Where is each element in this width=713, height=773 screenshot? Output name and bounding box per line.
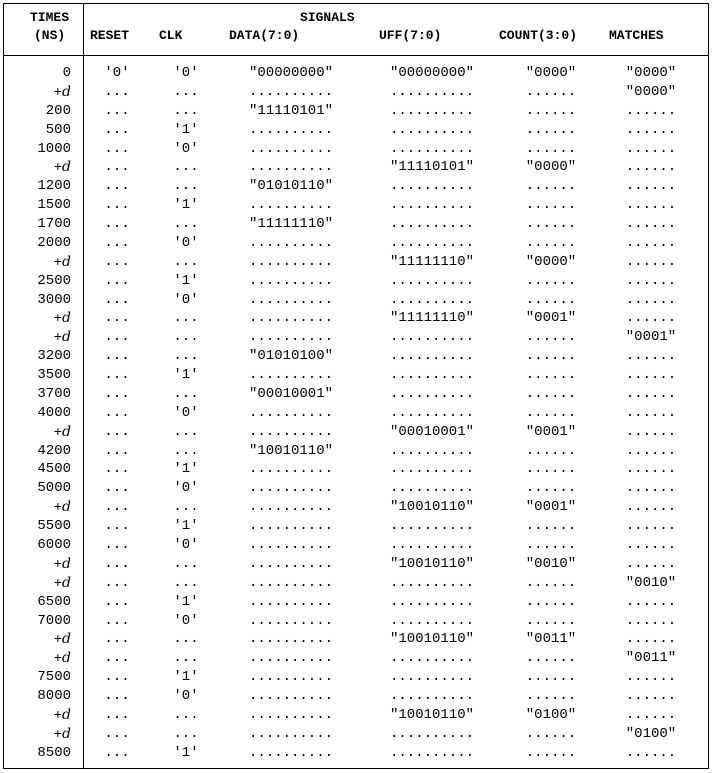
- reset-value: ...: [104, 310, 130, 327]
- data-value: ..........: [248, 650, 333, 667]
- data-value: "00000000": [248, 65, 333, 81]
- reset-value: ...: [104, 197, 130, 214]
- uff-value: ..........: [389, 83, 474, 100]
- reset-value: ...: [104, 574, 130, 591]
- uff-value: ..........: [389, 329, 474, 346]
- time-value: 4200: [37, 442, 71, 459]
- matches-value: ......: [625, 631, 677, 648]
- time-value: 7000: [37, 612, 71, 629]
- clk-value: '0': [173, 537, 199, 553]
- count-value: "0001": [525, 310, 577, 327]
- count-value: ......: [525, 291, 577, 308]
- reset-value: '0': [104, 65, 130, 81]
- reset-value: ...: [104, 744, 130, 761]
- count-value: ......: [525, 442, 577, 459]
- count-value: "0001": [525, 499, 577, 516]
- reset-value: ...: [104, 593, 130, 610]
- uff-value: "10010110": [389, 499, 474, 516]
- time-value: +d: [53, 310, 71, 328]
- reset-value: ...: [104, 404, 130, 421]
- time-value: +d: [53, 253, 71, 271]
- matches-value: ......: [625, 612, 677, 629]
- matches-value: ......: [625, 688, 677, 705]
- uff-value: ..........: [389, 442, 474, 459]
- data-value: ..........: [248, 461, 333, 478]
- time-value: 2000: [37, 234, 71, 251]
- clk-value: ...: [173, 423, 199, 440]
- uff-value: ..........: [389, 461, 474, 478]
- time-value: 8000: [37, 688, 71, 705]
- uff-value: "00000000": [389, 65, 474, 81]
- matches-value: "0010": [625, 574, 677, 591]
- data-value: ..........: [248, 706, 333, 723]
- time-value: +d: [53, 555, 71, 573]
- matches-value: ......: [625, 480, 677, 497]
- data-value: ..........: [248, 725, 333, 742]
- clk-value: '1': [173, 461, 199, 478]
- clk-value: ...: [173, 725, 199, 742]
- uff-value: ..........: [389, 178, 474, 195]
- uff-value: "10010110": [389, 555, 474, 572]
- uff-value: ..........: [389, 725, 474, 742]
- uff-value: ..........: [389, 102, 474, 119]
- clk-value: '1': [173, 518, 199, 535]
- reset-value: ...: [104, 555, 130, 572]
- reset-value: ...: [104, 329, 130, 346]
- count-value: ......: [525, 688, 577, 705]
- clk-value: ...: [173, 253, 199, 270]
- count-value: ......: [525, 348, 577, 365]
- time-value: +d: [53, 159, 71, 177]
- data-value: ..........: [248, 593, 333, 610]
- reset-value: ...: [104, 442, 130, 459]
- clk-value: '1': [173, 744, 199, 761]
- count-value: ......: [525, 725, 577, 742]
- uff-value: ..........: [389, 744, 474, 761]
- uff-value: "10010110": [389, 706, 474, 723]
- data-value: ..........: [248, 574, 333, 591]
- reset-value: ...: [104, 234, 130, 251]
- data-value: ..........: [248, 688, 333, 705]
- matches-value: "0001": [625, 329, 677, 346]
- data-value: ..........: [248, 140, 333, 157]
- clk-value: '1': [173, 272, 199, 289]
- data-value: "00010001": [248, 385, 333, 402]
- count-value: ......: [525, 744, 577, 761]
- reset-value: ...: [104, 102, 130, 119]
- count-value: ......: [525, 574, 577, 591]
- matches-value: ......: [625, 461, 677, 478]
- reset-value: ...: [104, 178, 130, 195]
- matches-value: ......: [625, 367, 677, 384]
- reset-value: ...: [104, 159, 130, 176]
- matches-value: ......: [625, 178, 677, 195]
- matches-value: ......: [625, 706, 677, 723]
- clk-value: '0': [173, 291, 199, 308]
- uff-value: "11110101": [389, 159, 474, 176]
- uff-value: ..........: [389, 121, 474, 138]
- data-value: "11111110": [248, 216, 333, 233]
- count-value: "0000": [525, 253, 577, 270]
- data-value: ..........: [248, 744, 333, 761]
- matches-value: ......: [625, 197, 677, 214]
- clk-value: '0': [173, 65, 199, 81]
- matches-value: ......: [625, 537, 677, 553]
- clk-value: ...: [173, 159, 199, 176]
- data-value: ..........: [248, 612, 333, 629]
- header-times: TIMES: [30, 10, 70, 25]
- data-value: ..........: [248, 518, 333, 535]
- matches-value: ......: [625, 669, 677, 686]
- count-value: ......: [525, 234, 577, 251]
- count-value: ......: [525, 367, 577, 384]
- clk-value: '1': [173, 121, 199, 138]
- matches-value: ......: [625, 404, 677, 421]
- count-value: ......: [525, 404, 577, 421]
- reset-value: ...: [104, 423, 130, 440]
- reset-value: ...: [104, 385, 130, 402]
- clk-value: '1': [173, 367, 199, 384]
- clk-value: ...: [173, 555, 199, 572]
- matches-value: "0011": [625, 650, 677, 667]
- clk-value: ...: [173, 442, 199, 459]
- uff-value: ..........: [389, 140, 474, 157]
- data-value: ..........: [248, 499, 333, 516]
- time-value: 200: [45, 102, 71, 119]
- reset-value: ...: [104, 725, 130, 742]
- time-value: 1200: [37, 178, 71, 195]
- matches-value: ......: [625, 291, 677, 308]
- uff-value: ..........: [389, 348, 474, 365]
- clk-value: ...: [173, 574, 199, 591]
- matches-value: ......: [625, 272, 677, 289]
- time-value: 7500: [37, 669, 71, 686]
- header-matches: MATCHES: [609, 28, 664, 43]
- clk-value: '0': [173, 612, 199, 629]
- matches-value: ......: [625, 744, 677, 761]
- time-value: 8500: [37, 744, 71, 761]
- time-value: +d: [53, 329, 71, 347]
- uff-value: ..........: [389, 650, 474, 667]
- uff-value: ..........: [389, 404, 474, 421]
- clk-value: ...: [173, 83, 199, 100]
- count-value: ......: [525, 121, 577, 138]
- count-value: ......: [525, 669, 577, 686]
- data-value: ..........: [248, 480, 333, 497]
- count-value: "0001": [525, 423, 577, 440]
- time-value: 0: [62, 65, 71, 81]
- count-value: ......: [525, 480, 577, 497]
- clk-value: ...: [173, 348, 199, 365]
- time-value: 4000: [37, 404, 71, 421]
- count-value: ......: [525, 178, 577, 195]
- count-value: ......: [525, 593, 577, 610]
- matches-value: "0000": [625, 65, 677, 81]
- data-value: ..........: [248, 404, 333, 421]
- count-value: "0000": [525, 65, 577, 81]
- uff-value: ..........: [389, 291, 474, 308]
- clk-value: ...: [173, 706, 199, 723]
- matches-value: ......: [625, 310, 677, 327]
- uff-value: ..........: [389, 688, 474, 705]
- data-value: ..........: [248, 537, 333, 553]
- time-value: +d: [53, 423, 71, 441]
- reset-value: ...: [104, 537, 130, 553]
- time-value: 3700: [37, 385, 71, 402]
- uff-value: ..........: [389, 272, 474, 289]
- data-value: ..........: [248, 197, 333, 214]
- matches-value: ......: [625, 102, 677, 119]
- header-reset: RESET: [90, 28, 130, 43]
- reset-value: ...: [104, 216, 130, 233]
- uff-value: ..........: [389, 612, 474, 629]
- time-value: 1000: [37, 140, 71, 157]
- data-value: ..........: [248, 329, 333, 346]
- reset-value: ...: [104, 518, 130, 535]
- count-value: "0010": [525, 555, 577, 572]
- matches-value: ......: [625, 423, 677, 440]
- clk-value: ...: [173, 178, 199, 195]
- time-value: 1500: [37, 197, 71, 214]
- count-value: ......: [525, 537, 577, 553]
- data-value: ..........: [248, 423, 333, 440]
- reset-value: ...: [104, 706, 130, 723]
- matches-value: ......: [625, 518, 677, 535]
- data-value: ..........: [248, 234, 333, 251]
- reset-value: ...: [104, 253, 130, 270]
- uff-value: ..........: [389, 367, 474, 384]
- reset-value: ...: [104, 348, 130, 365]
- clk-value: ...: [173, 631, 199, 648]
- reset-value: ...: [104, 688, 130, 705]
- count-value: ......: [525, 329, 577, 346]
- count-value: ......: [525, 385, 577, 402]
- matches-value: ......: [625, 234, 677, 251]
- matches-value: ......: [625, 159, 677, 176]
- count-value: ......: [525, 140, 577, 157]
- data-value: ..........: [248, 310, 333, 327]
- time-value: +d: [53, 574, 71, 592]
- time-value: 6500: [37, 593, 71, 610]
- time-value: 3200: [37, 348, 71, 365]
- count-value: ......: [525, 272, 577, 289]
- time-value: +d: [53, 725, 71, 743]
- clk-value: '0': [173, 404, 199, 421]
- uff-value: ..........: [389, 234, 474, 251]
- count-value: "0100": [525, 706, 577, 723]
- uff-value: ..........: [389, 197, 474, 214]
- reset-value: ...: [104, 669, 130, 686]
- matches-value: ......: [625, 385, 677, 402]
- reset-value: ...: [104, 367, 130, 384]
- uff-value: "00010001": [389, 423, 474, 440]
- data-value: "01010100": [248, 348, 333, 365]
- clk-value: '1': [173, 669, 199, 686]
- uff-value: ..........: [389, 574, 474, 591]
- time-value: 5500: [37, 518, 71, 535]
- uff-value: "11111110": [389, 310, 474, 327]
- uff-value: "11111110": [389, 253, 474, 270]
- reset-value: ...: [104, 631, 130, 648]
- matches-value: ......: [625, 499, 677, 516]
- reset-value: ...: [104, 140, 130, 157]
- time-value: 3500: [37, 367, 71, 384]
- time-value: 6000: [37, 537, 71, 553]
- reset-value: ...: [104, 499, 130, 516]
- time-value: 500: [45, 121, 71, 138]
- clk-value: '0': [173, 234, 199, 251]
- time-value: +d: [53, 83, 71, 101]
- uff-value: ..........: [389, 518, 474, 535]
- count-value: "0011": [525, 631, 577, 648]
- uff-value: ..........: [389, 537, 474, 553]
- matches-value: ......: [625, 442, 677, 459]
- time-value: +d: [53, 650, 71, 668]
- matches-value: ......: [625, 140, 677, 157]
- uff-value: "10010110": [389, 631, 474, 648]
- header-count: COUNT(3:0): [499, 28, 578, 43]
- time-value: 4500: [37, 461, 71, 478]
- count-value: ......: [525, 102, 577, 119]
- time-value: 5000: [37, 480, 71, 497]
- data-value: ..........: [248, 121, 333, 138]
- data-value: "11110101": [248, 102, 333, 119]
- header-uff: UFF(7:0): [379, 28, 442, 43]
- uff-value: ..........: [389, 216, 474, 233]
- count-value: ......: [525, 83, 577, 100]
- data-value: ..........: [248, 631, 333, 648]
- count-value: ......: [525, 197, 577, 214]
- matches-value: ......: [625, 555, 677, 572]
- data-value: ..........: [248, 272, 333, 289]
- uff-value: ..........: [389, 593, 474, 610]
- clk-value: '0': [173, 140, 199, 157]
- matches-value: ......: [625, 253, 677, 270]
- reset-value: ...: [104, 83, 130, 100]
- reset-value: ...: [104, 461, 130, 478]
- data-value: "10010110": [248, 442, 333, 459]
- reset-value: ...: [104, 121, 130, 138]
- clk-value: ...: [173, 499, 199, 516]
- count-value: ......: [525, 650, 577, 667]
- time-value: 3000: [37, 291, 71, 308]
- data-value: "01010110": [248, 178, 333, 195]
- header-divider: [3, 55, 709, 56]
- header-ns: (NS): [34, 28, 66, 43]
- count-value: ......: [525, 518, 577, 535]
- matches-value: ......: [625, 348, 677, 365]
- reset-value: ...: [104, 612, 130, 629]
- clk-value: '0': [173, 688, 199, 705]
- count-value: ......: [525, 612, 577, 629]
- count-value: ......: [525, 461, 577, 478]
- clk-value: '0': [173, 480, 199, 497]
- clk-value: ...: [173, 329, 199, 346]
- matches-value: ......: [625, 216, 677, 233]
- matches-value: ......: [625, 593, 677, 610]
- data-value: ..........: [248, 669, 333, 686]
- uff-value: ..........: [389, 480, 474, 497]
- time-value: 2500: [37, 272, 71, 289]
- header-signals: SIGNALS: [300, 10, 355, 25]
- reset-value: ...: [104, 272, 130, 289]
- count-value: "0000": [525, 159, 577, 176]
- clk-value: '1': [173, 593, 199, 610]
- data-value: ..........: [248, 555, 333, 572]
- time-value: +d: [53, 499, 71, 517]
- count-value: ......: [525, 216, 577, 233]
- data-value: ..........: [248, 83, 333, 100]
- data-value: ..........: [248, 159, 333, 176]
- clk-value: ...: [173, 102, 199, 119]
- time-value: +d: [53, 706, 71, 724]
- matches-value: "0100": [625, 725, 677, 742]
- uff-value: ..........: [389, 669, 474, 686]
- time-value: 1700: [37, 216, 71, 233]
- clk-value: ...: [173, 385, 199, 402]
- uff-value: ..........: [389, 385, 474, 402]
- reset-value: ...: [104, 480, 130, 497]
- reset-value: ...: [104, 291, 130, 308]
- matches-value: "0000": [625, 83, 677, 100]
- clk-value: ...: [173, 650, 199, 667]
- time-value: +d: [53, 631, 71, 649]
- matches-value: ......: [625, 121, 677, 138]
- clk-value: '1': [173, 197, 199, 214]
- header-clk: CLK: [159, 28, 183, 43]
- data-value: ..........: [248, 367, 333, 384]
- data-value: ..........: [248, 291, 333, 308]
- clk-value: ...: [173, 216, 199, 233]
- data-value: ..........: [248, 253, 333, 270]
- header-data: DATA(7:0): [229, 28, 300, 43]
- reset-value: ...: [104, 650, 130, 667]
- clk-value: ...: [173, 310, 199, 327]
